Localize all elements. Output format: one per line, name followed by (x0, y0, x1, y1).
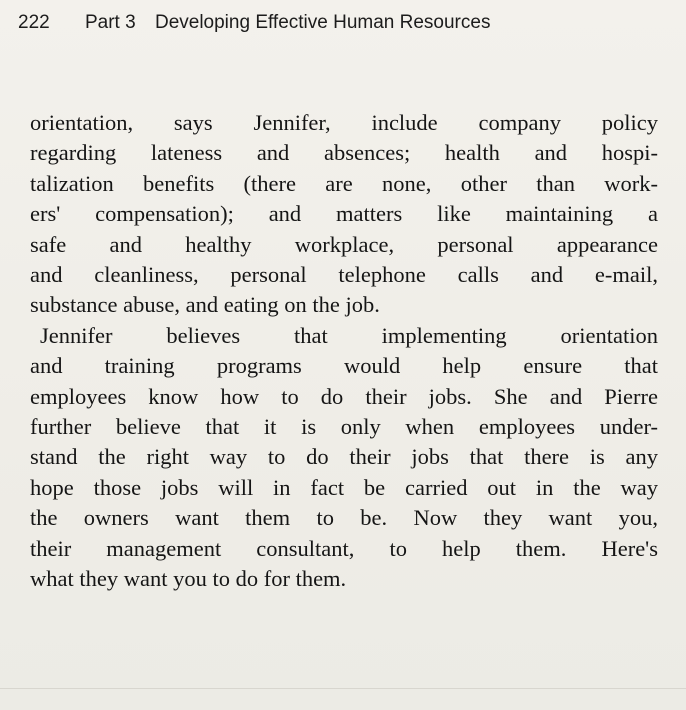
text-line: hope those jobs will in fact be carried out in the way (30, 474, 658, 500)
text-line: further believe that it is only when employees under- (30, 414, 658, 440)
text-line: substance abuse, and eating on the job. (30, 292, 380, 318)
running-head (18, 12, 658, 42)
paragraph-orientation-topics (30, 108, 658, 321)
text-line: Jennifer believes that implementing orientation (40, 322, 658, 348)
text-line: regarding lateness and absences; health and hospi- (30, 140, 658, 166)
text-line: employees know how to do their jobs. She and Pierre (30, 383, 658, 409)
text-line: the owners want them to be. Now they want you, (30, 505, 658, 531)
text-line: their management consultant, to help them. Here's (30, 535, 658, 561)
part-label: Part 3 (84, 12, 136, 33)
text-line: and training programs would help ensure that (30, 353, 658, 379)
page-edge-rule (0, 688, 686, 689)
page-number: 222 (18, 12, 50, 33)
text-line: stand the right way to do their jobs that there is any (30, 444, 658, 470)
text-line: orientation, says Jennifer, include company policy (30, 110, 658, 135)
text-line: talization benefits (there are none, other than work- (30, 170, 658, 196)
text-line: and cleanliness, personal telephone calls and e-mail, (30, 262, 658, 288)
chapter-title: Developing Effective Human Resources (154, 12, 491, 33)
paragraph-training-programs (30, 321, 658, 595)
text-line: ers' compensation); and matters like maintaining a (30, 201, 658, 227)
body-text (30, 108, 658, 595)
text-line: safe and healthy workplace, personal appearance (30, 231, 658, 257)
text-line: what they want you to do for them. (30, 566, 347, 592)
